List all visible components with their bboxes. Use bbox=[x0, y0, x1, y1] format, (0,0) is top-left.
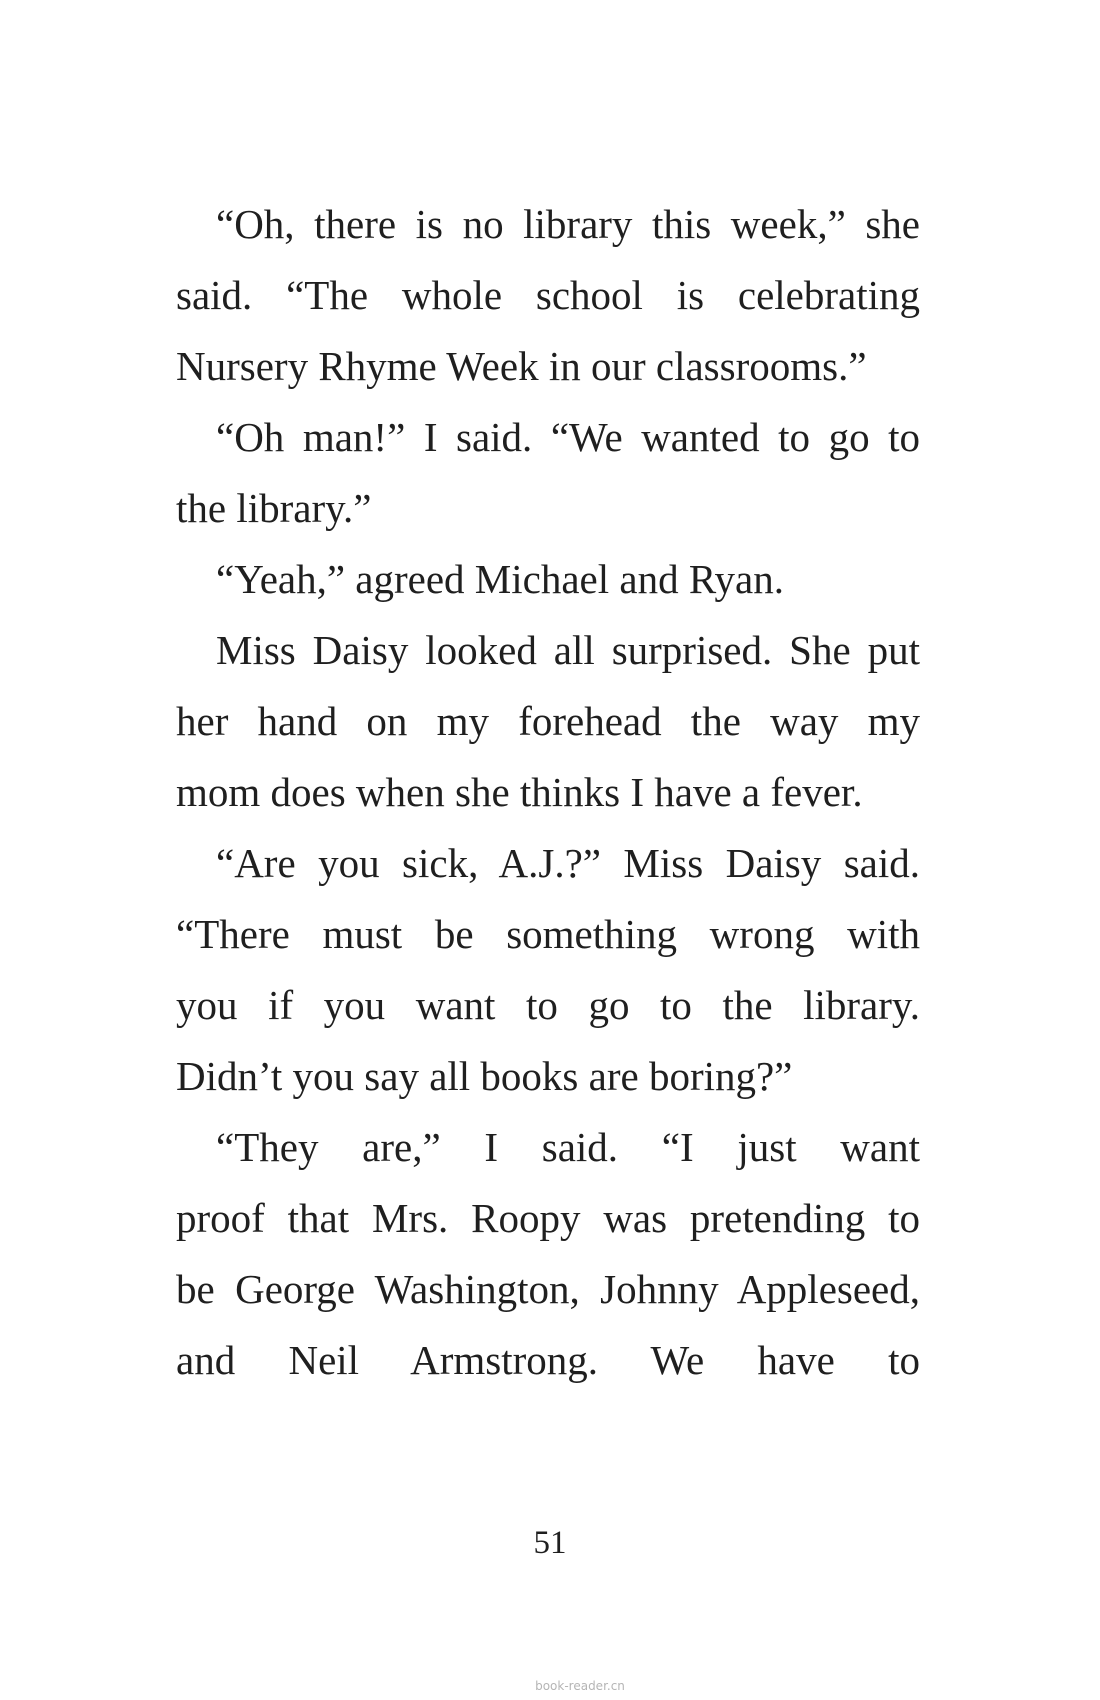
text-line: proof that Mrs. Roopy was pretending to bbox=[176, 1195, 920, 1241]
text-line: and Neil Armstrong. We have to bbox=[176, 1337, 920, 1383]
text-line: Miss Daisy looked all surprised. She put bbox=[216, 627, 920, 673]
text-line: the library.” bbox=[176, 485, 372, 531]
text-line: “They are,” I said. “I just want bbox=[216, 1124, 920, 1170]
page-number: 51 bbox=[533, 1525, 567, 1561]
text-line: “Oh, there is no library this week,” she bbox=[216, 201, 920, 247]
text-line: “Oh man!” I said. “We wanted to go to bbox=[216, 414, 920, 460]
text-line: “Yeah,” agreed Michael and Ryan. bbox=[216, 556, 784, 602]
text-line: Didn’t you say all books are boring?” bbox=[176, 1053, 793, 1099]
text-line: mom does when she thinks I have a fever. bbox=[176, 769, 863, 815]
text-line: be George Washington, Johnny Appleseed, bbox=[176, 1266, 920, 1312]
text-line: you if you want to go to the library. bbox=[176, 982, 920, 1028]
text-line: “There must be something wrong with bbox=[176, 911, 920, 957]
text-line: said. “The whole school is celebrating bbox=[176, 272, 920, 318]
text-line: “Are you sick, A.J.?” Miss Daisy said. bbox=[216, 840, 920, 886]
text-line: her hand on my forehead the way my bbox=[176, 698, 920, 744]
watermark: book-reader.cn bbox=[535, 1679, 625, 1693]
text-line: Nursery Rhyme Week in our classrooms.” bbox=[176, 343, 867, 389]
